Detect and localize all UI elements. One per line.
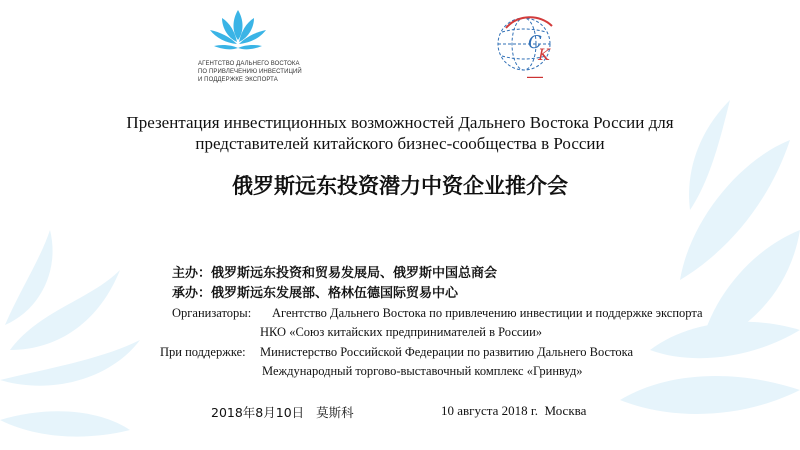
date-russian: 10 августа 2018 г. Москва xyxy=(441,403,587,418)
co-host-chinese: 承办：俄罗斯远东发展部、格林伍德国际贸易中心 xyxy=(172,286,459,301)
partner-logo xyxy=(488,10,572,84)
supporter-2: Международный торгово-выставочный комплекс «Гринвуд» xyxy=(262,364,583,378)
watermark-lotus-left xyxy=(0,230,150,450)
supporter-1: Министерство Российской Федерации по развитию Дальнего Востока xyxy=(260,345,634,359)
support-label: При поддержке: xyxy=(160,345,246,359)
agency-name: АГЕНТСТВО ДАЛЬНЕГО ВОСТОКА ПО ПРИВЛЕЧЕНИЮ ИНВЕСТИЦИЙ И ПОДДЕРЖКЕ ЭКСПОРТА xyxy=(198,61,302,83)
lotus-icon xyxy=(208,8,268,54)
title-russian-text: Презентация инвестиционных возможностей Дальнего Востока России для представителей китайского бизнес-сообщества в России xyxy=(126,113,674,153)
title-russian xyxy=(0,112,800,154)
organizer-2: НКО «Союз китайских предпринимателей в России» xyxy=(260,325,543,339)
title-chinese: 俄罗斯远东投资潜力中资企业推介会 xyxy=(232,174,568,198)
svg-text:C: C xyxy=(528,32,542,53)
host-chinese: 主办：俄罗斯远东投资和贸易发展局、俄罗斯中国总商会 xyxy=(172,266,498,281)
date-chinese: 2018年8月10日 莫斯科 xyxy=(211,405,354,420)
svg-text:K: K xyxy=(538,45,550,64)
agency-logo xyxy=(198,8,338,88)
organizer-1: Агентство Дальнего Востока по привлечению инвестиции и поддержке экспорта xyxy=(272,306,703,320)
globe-icon xyxy=(488,10,572,76)
partner-caption-mark: ▬▬▬▬ xyxy=(527,74,543,79)
organizers-label: Организаторы: xyxy=(172,306,252,320)
